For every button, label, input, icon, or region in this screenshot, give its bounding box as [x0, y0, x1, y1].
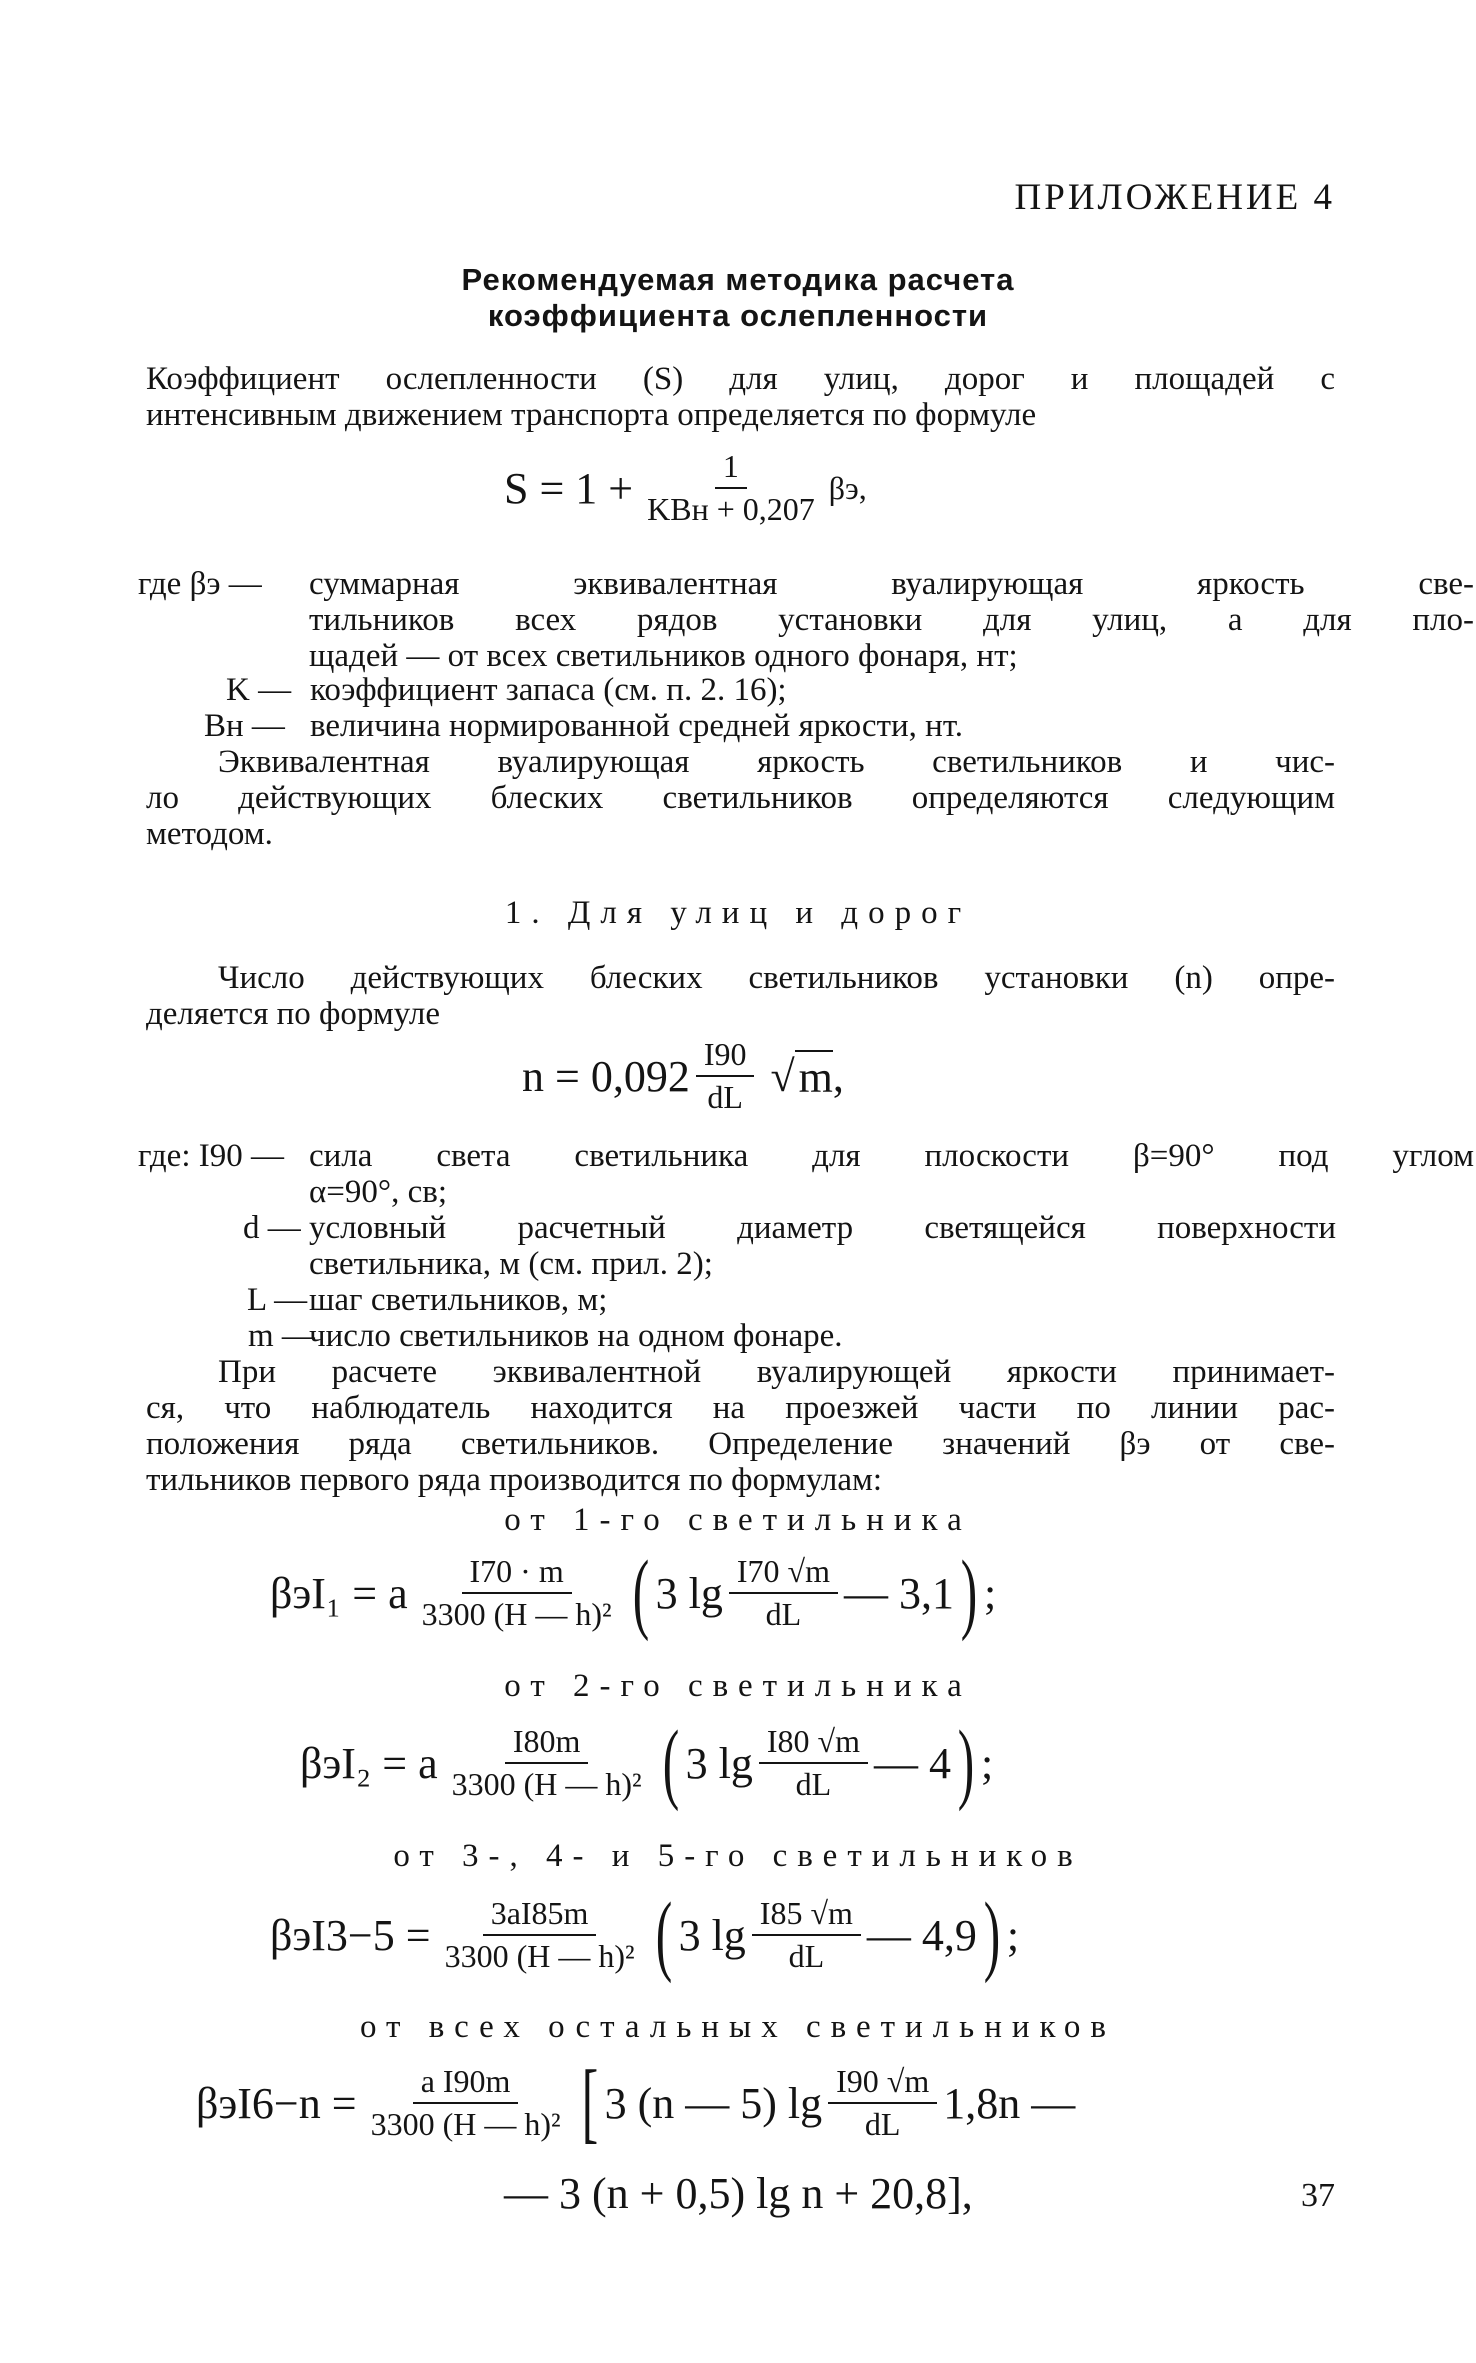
def-m-term: m — — [248, 1318, 315, 1354]
calc-line-2: ся, что наблюдатель находится на проезжей части по линии рас- — [146, 1390, 1335, 1426]
formula-case-2 — [300, 1713, 994, 1812]
case-2-label: от 2-го светильника — [504, 1668, 972, 1704]
f1-close-paren: ) — [960, 1543, 978, 1642]
f2-den: 3300 (H — h)² — [451, 1766, 642, 1802]
def-m — [248, 1318, 1248, 1354]
f2-open-paren: ( — [662, 1713, 679, 1812]
formula-n-lhs: n = 0,092 — [522, 1051, 690, 1101]
case-3-label: от 3-, 4- и 5-го светильников — [393, 1838, 1083, 1874]
intro-line-1: Коэффициент ослепленности (S) для улиц, дорог и площадей с — [146, 361, 1335, 397]
def-k-body: коэффициент запаса (см. п. 2. 16); — [310, 672, 787, 708]
equiv-line-1: Эквивалентная вуалирующая яркость светильников и чис- — [218, 744, 1335, 780]
formula-case-1 — [270, 1543, 997, 1642]
f2-close-paren: ) — [957, 1713, 975, 1812]
formula-n: n = 0,092 $\frac{I90}{dL}$ √ m , — [522, 1036, 844, 1115]
def-k — [226, 672, 1326, 708]
def-b — [204, 708, 1304, 744]
def-i90 — [138, 1138, 1474, 1210]
f4-inner-a: 3 (n — 5) lg — [604, 2078, 823, 2128]
def-k-term: K — — [226, 672, 292, 708]
intro-line-2: интенсивным движением транспорта определяется по формуле — [146, 397, 1037, 433]
appendix-heading: ПРИЛОЖЕНИЕ 4 — [1014, 177, 1335, 218]
calc-line-4: тильников первого ряда производится по формулам: — [146, 1462, 883, 1498]
formula-s — [504, 448, 867, 528]
title-line-1: Рекомендуемая методика расчета — [461, 262, 1015, 297]
f2-inner-den: dL — [795, 1766, 832, 1802]
calc-line-1: При расчете эквивалентной вуалирующей яркости принимает- — [218, 1354, 1335, 1390]
page-number: 37 — [1301, 2177, 1335, 2214]
f3-lhs: βэI3−5 = — [270, 1910, 431, 1960]
def-beta-line-1: суммарная эквивалентная вуалирующая яркость све- — [309, 566, 1474, 602]
def-l-term: L — — [247, 1282, 308, 1318]
f3-num: 3aI85m — [483, 1895, 597, 1936]
formula-case-3 — [270, 1885, 1020, 1984]
title-line-2: коэффициента ослепленности — [487, 298, 989, 333]
def-d-line-2: светильника, м (см. прил. 2); — [309, 1246, 713, 1282]
formula-s-rhs: βэ, — [828, 469, 867, 506]
f2-tail: ; — [980, 1738, 994, 1788]
formula-case-4-line-2: — 3 (n + 0,5) lg n + 20,8], — [504, 2169, 973, 2218]
f1-inner-b: — 3,1 — [843, 1568, 954, 1618]
f3-close-paren: ) — [983, 1885, 1001, 1984]
f1-tail: ; — [983, 1568, 997, 1618]
f4-den: 3300 (H — h)² — [370, 2106, 561, 2142]
def-d-term: d — — [243, 1210, 301, 1246]
formula-s-denominator: KBн + 0,207 — [647, 491, 815, 527]
section-heading: 1. Для улиц и дорог — [504, 895, 972, 931]
formula-n-numerator: I90 — [696, 1036, 755, 1077]
formula-s-numerator: 1 — [715, 448, 747, 489]
f1-inner-num: I70 √m — [729, 1553, 838, 1594]
f1-num: I70 · m — [462, 1553, 572, 1594]
f1-open-paren: ( — [632, 1543, 649, 1642]
def-b-term: Bн — — [204, 708, 285, 744]
f1-inner-den: dL — [765, 1596, 802, 1632]
case-1-label: от 1-го светильника — [504, 1502, 972, 1538]
f4-num: a I90m — [413, 2063, 519, 2104]
f2-inner-b: — 4 — [873, 1738, 951, 1788]
def-i90-line-2: α=90°, св; — [309, 1174, 447, 1210]
f4-lhs: βэI6−n = — [196, 2078, 357, 2128]
f1-den: 3300 (H — h)² — [421, 1596, 612, 1632]
def-i90-line-1: сила света светильника для плоскости β=90° под углом — [309, 1138, 1474, 1174]
f1-inner-a: 3 lg — [655, 1568, 723, 1618]
f2-num: I80m — [505, 1723, 589, 1764]
formula-s-lhs: S = 1 + — [504, 463, 634, 513]
f2-inner-num: I80 √m — [759, 1723, 868, 1764]
equiv-line-3: методом. — [146, 816, 273, 852]
formula-n-tail: , — [832, 1051, 844, 1101]
count-line-2: деляется по формуле — [146, 996, 440, 1032]
def-d-line-1: условный расчетный диаметр светящейся поверхности — [309, 1210, 1336, 1246]
f3-inner-b: — 4,9 — [866, 1910, 977, 1960]
case-4-label: от всех остальных светильников — [359, 2009, 1116, 2045]
formula-case-4 — [196, 2053, 1076, 2152]
equiv-line-2: ло действующих блеских светильников определяются следующим — [146, 780, 1335, 816]
f4-inner-den: dL — [864, 2106, 901, 2142]
f4-inner-b: 1,8n — — [943, 2078, 1076, 2128]
def-beta-line-3: щадей — от всех светильников одного фонаря, нт; — [309, 638, 1018, 674]
def-b-body: величина нормированной средней яркости, нт. — [310, 708, 964, 744]
def-m-body: число светильников на одном фонаре. — [309, 1318, 843, 1354]
f3-inner-num: I85 √m — [752, 1895, 861, 1936]
formula-n-denominator: dL — [707, 1079, 743, 1115]
formula-n-fraction — [696, 1036, 755, 1116]
formula-n-root: m — [795, 1050, 833, 1103]
def-beta-term: где βэ — — [138, 566, 262, 602]
f3-inner-a: 3 lg — [678, 1910, 746, 1960]
f3-den: 3300 (H — h)² — [444, 1938, 635, 1974]
formula-s-fraction — [639, 448, 823, 528]
def-l-body: шаг светильников, м; — [309, 1282, 608, 1318]
f4-open-bracket: [ — [581, 2053, 598, 2152]
def-d — [243, 1210, 1338, 1282]
calc-line-3: положения ряда светильников. Определение значений βэ от све- — [146, 1426, 1335, 1462]
def-l — [247, 1282, 1247, 1318]
f3-inner-den: dL — [788, 1938, 825, 1974]
f3-tail: ; — [1006, 1910, 1020, 1960]
f2-lhs: βэI₂ = a — [300, 1738, 438, 1788]
def-i90-term: где: I90 — — [138, 1138, 284, 1174]
def-beta — [138, 566, 1474, 676]
def-beta-line-2: тильников всех рядов установки для улиц, а для пло- — [309, 602, 1474, 638]
f4-inner-num: I90 √m — [828, 2063, 937, 2104]
f2-inner-a: 3 lg — [685, 1738, 753, 1788]
f3-open-paren: ( — [655, 1885, 672, 1984]
f1-lhs: βэI₁ = a — [270, 1568, 408, 1618]
count-line-1: Число действующих блеских светильников установки (n) опре- — [218, 960, 1335, 996]
